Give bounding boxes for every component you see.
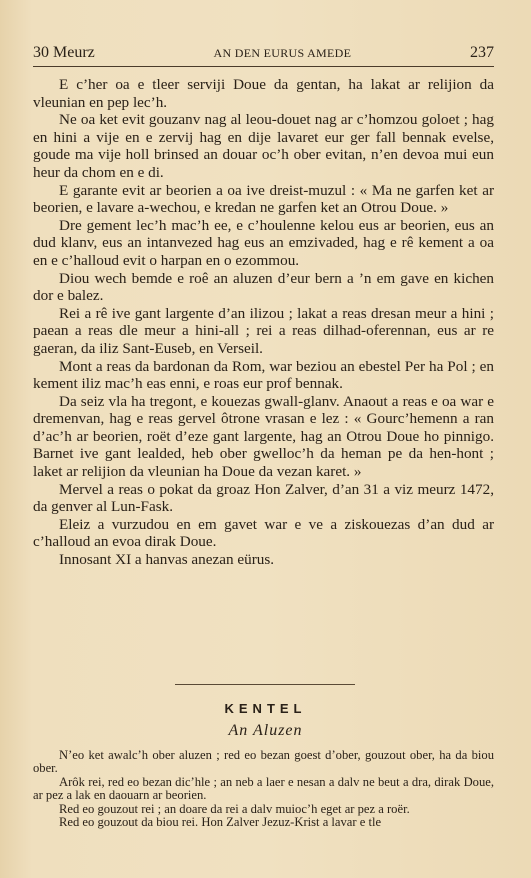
header-rule — [33, 66, 494, 67]
running-header — [33, 44, 494, 64]
paragraph: Diou wech bemde e roê an aluzen d’eur bern a ’n em gave en kichen dor e balez. — [33, 269, 494, 305]
section-divider — [175, 684, 355, 685]
header-title: AN DEN EURUS AMEDE — [213, 46, 352, 60]
paragraph: Rei a rê ive gant largente d’an ilizou ; lakat a reas dresan meur a hini ; paean a reas dle meur a hini-all ; rei a reas dilhad-oferennan, eus ar re gaeran, da iliz Sant-Euseb, en Verseil. — [33, 304, 494, 357]
paragraph: Ne oa ket evit gouzanv nag al leou-douet nag ar c’homzou goloet ; hag en hini a vije en e zervij hag en dije lavaret eur ger fall bennak evelse, goude ma vije holl brinsed an douar oc’h ober evitan, n’en devoa mui eun heur da chom en e di. — [33, 111, 494, 181]
small-paragraph: Red eo gouzout da biou rei. Hon Zalver Jezuz-Krist a lavar e tle — [59, 815, 382, 830]
paragraph: Mont a reas da bardonan da Rom, war beziou an ebestel Per ha Pol ; en kement iliz mac’h eas enni, e roas eur prof bennak. — [33, 357, 494, 393]
paragraph: E garante evit ar beorien a oa ive dreist-muzul : « Ma ne garfen ket ar beorien, e lavare a-wechou, e kredan ne garfen ket an Otrou Doue. » — [33, 181, 494, 217]
paragraph: Mervel a reas o pokat da groaz Hon Zalver, d’an 31 a viz meurz 1472, da genver al Lun-Fask. — [33, 480, 494, 516]
paragraph: Da seiz vla ha tregont, e kouezas gwall-glanv. Anaout a reas e oa war e dremenvan, hag e reas gervel ôtrone vrasan e lez : « Gourc’hemenn a ran d’ac’h ar beorien, roët d’eze gant largente, hag an Otrou Doue ho pinnigo. Barnet ive gant lealded, heb ober gwelloc’h da heman pe da hen-hont ; laket ar relijion da vleunian ha Doue da vezan karet. » — [33, 392, 494, 481]
lesson-text — [33, 749, 494, 829]
paragraph: Innosant XI a hanvas anezan eürus. — [59, 551, 275, 569]
paragraph: Dre gement lec’h mac’h ee, e c’houlenne kelou eus ar beorien, eus an dud klanv, eus an intanvezed hag eus an emzivaded, hag e rê kement a oa en e c’halloud evit o harpan en o ezommou. — [33, 216, 494, 269]
body-text — [33, 76, 494, 569]
small-paragraph: Red eo gouzout rei ; an doare da rei a dalv muioc’h eget ar pez a roër. — [59, 801, 410, 816]
section-heading: KENTEL — [224, 701, 307, 716]
small-paragraph: N’eo ket awalc’h ober aluzen ; red eo bezan goest d’ober, gouzout ober, ha da biou ober. — [33, 748, 494, 776]
paragraph: Eleiz a vurzudou en em gavet war e ve a ziskouezas d’an dud ar c’halloud an evoa dirak Doue. — [33, 515, 494, 551]
header-date: 30 Meurz — [33, 44, 95, 61]
section-subtitle: An Aluzen — [228, 722, 303, 739]
small-paragraph: Arôk rei, red eo bezan dic’hle ; an neb a laer e nesan a dalv ne beut a dra, dirak Doue, ar pez a lak en daouarn ar beorien. — [33, 774, 494, 803]
paragraph: E c’her oa e tleer serviji Doue da gentan, ha lakat ar relijion da vleunian en pep lec’h. — [33, 76, 494, 111]
page-number: 237 — [470, 44, 494, 61]
